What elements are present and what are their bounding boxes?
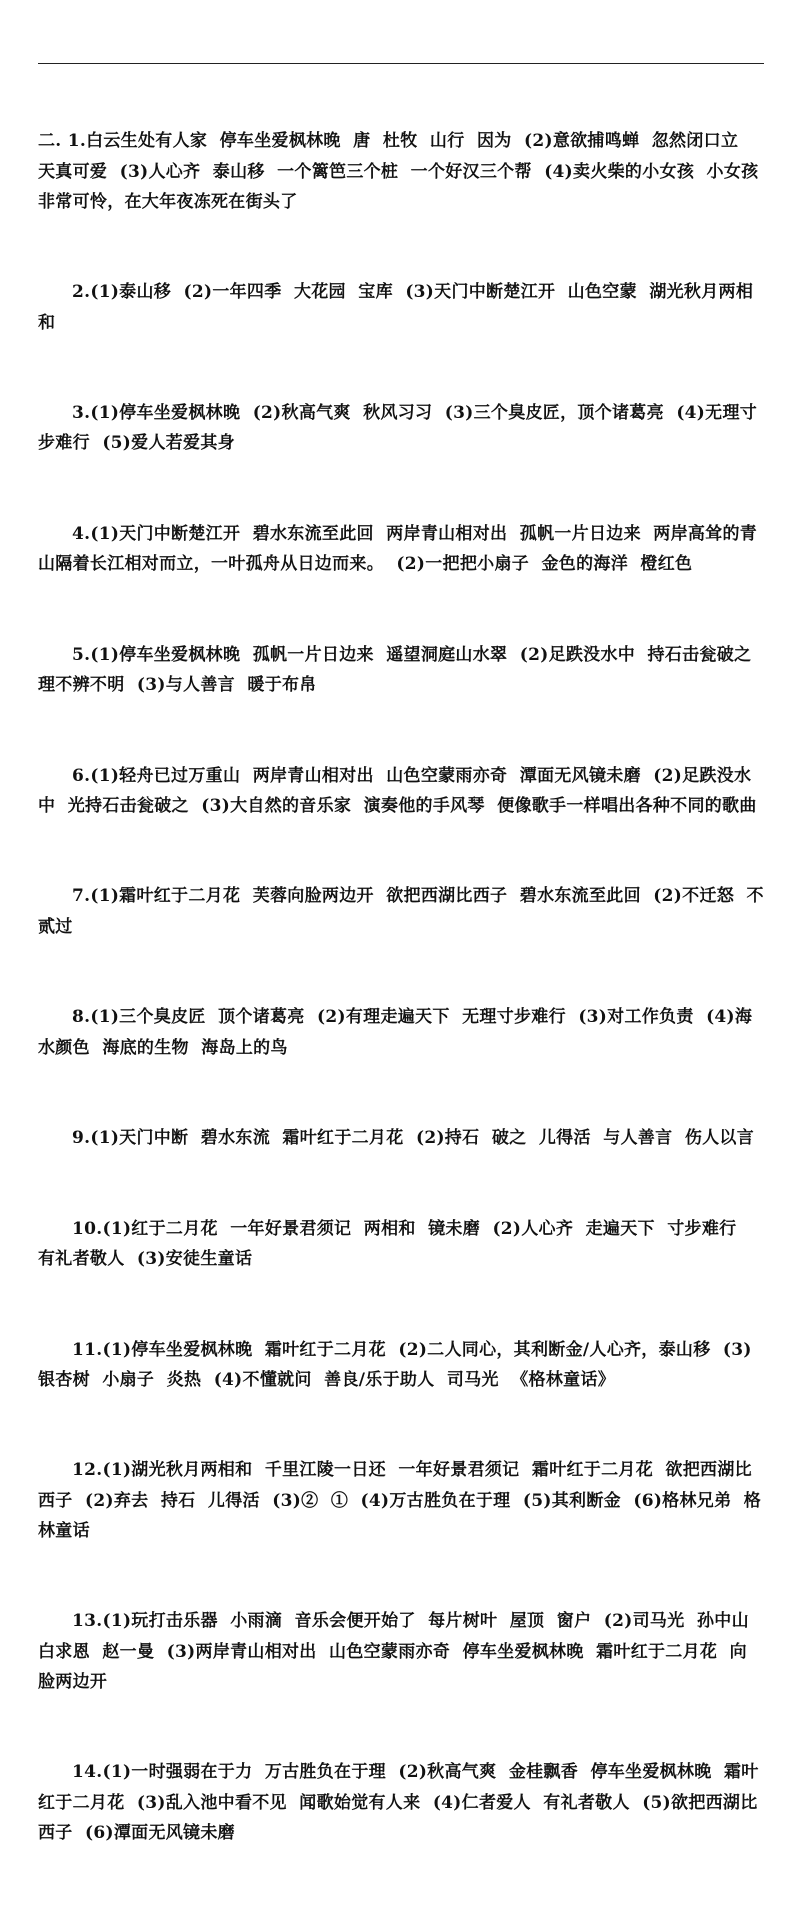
answer-item-4: 4.(1)天门中断楚江开 碧水东流至此回 两岸青山相对出 孤帆一片日边来 两岸高耸的青山隔着长江相对而立，一叶孤舟从日边而来。 (2)一把把小扇子 金色的海洋 橙红色 [38, 524, 758, 575]
top-rule [38, 63, 764, 64]
answer-item-7: 7.(1)霜叶红于二月花 芙蓉向脸两边开 欲把西湖比西子 碧水东流至此回 (2)不迁怒 不贰过 [38, 886, 764, 937]
answer-item-10: 10.(1)红于二月花 一年好景君须记 两相和 镜未磨 (2)人心齐 走遍天下 寸步难行 有礼者敬人 (3)安徒生童话 [38, 1218, 749, 1269]
answer-item-14: 14.(1)一时强弱在于力 万古胜负在于理 (2)秋高气爽 金桂飘香 停车坐爱枫林晚 霜叶红于二月花 (3)乱入池中看不见 闻歌始觉有人来 (4)仁者爱人 有礼者敬人 (5)欲把西湖比西子 (6)潭面无风镜未磨 [38, 1762, 759, 1843]
answer-item-5: 5.(1)停车坐爱枫林晚 孤帆一片日边来 遥望洞庭山水翠 (2)足跌没水中 持石击瓮破之 理不辨不明 (3)与人善言 暖于布帛 [38, 644, 764, 696]
answer-item-11: 11.(1)停车坐爱枫林晚 霜叶红于二月花 (2)二人同心，其利断金/人心齐，泰山移 (3)银杏树 小扇子 炎热 (4)不懂就问 善良/乐于助人 司马光 《格林童话》 [38, 1339, 752, 1390]
answer-item-13: 13.(1)玩打击乐器 小雨滴 音乐会便开始了 每片树叶 屋顶 窗户 (2)司马光 孙中山 白求恩 赵一曼 (3)两岸青山相对出 山色空蒙雨亦奇 停车坐爱枫林晚 霜叶红于二月花 向脸两边开 [38, 1611, 762, 1692]
answer-item-3: 3.(1)停车坐爱枫林晚 (2)秋高气爽 秋风习习 (3)三个臭皮匠，顶个诸葛亮 (4)无理寸步难行 (5)爱人若爱其身 [38, 403, 758, 454]
answer-section-heading: 二. 1.白云生处有人家 停车坐爱枫林晚 唐 杜牧 山行 因为 (2)意欲捕鸣蝉 忽然闭口立 天真可爱 (3)人心齐 泰山移 一个篱笆三个桩 一个好汉三个帮 (4)卖火柴的小女孩 小女孩非常可怜，在大年夜冻死在街头了 [38, 131, 759, 212]
answer-item-6: 6.(1)轻舟已过万重山 两岸青山相对出 山色空蒙雨亦奇 潭面无风镜未磨 (2)足跌没水中 光持石击瓮破之 (3)大自然的音乐家 演奏他的手风琴 便像歌手一样唱出各种不同的歌曲 [38, 765, 757, 816]
answer-item-8: 8.(1)三个臭皮匠 顶个诸葛亮 (2)有理走遍天下 无理寸步难行 (3)对工作负责 (4)海水颜色 海底的生物 海岛上的鸟 [38, 1007, 753, 1058]
answer-item-9: 9.(1)天门中断 碧水东流 霜叶红于二月花 (2)持石 破之 儿得活 与人善言 伤人以言 [72, 1128, 755, 1149]
answer-item-12: 12.(1)湖光秋月两相和 千里江陵一日还 一年好景君须记 霜叶红于二月花 欲把西湖比西子 (2)弃去 持石 儿得活 (3)② ① (4)万古胜负在于理 (5)其利断金 (6)格林兄弟 格林童话 [38, 1460, 762, 1541]
answer-item-2: 2.(1)泰山移 (2)一年四季 大花园 宝库 (3)天门中断楚江开 山色空蒙 湖光秋月两相和 [38, 282, 754, 333]
answer-list [38, 66, 764, 1908]
